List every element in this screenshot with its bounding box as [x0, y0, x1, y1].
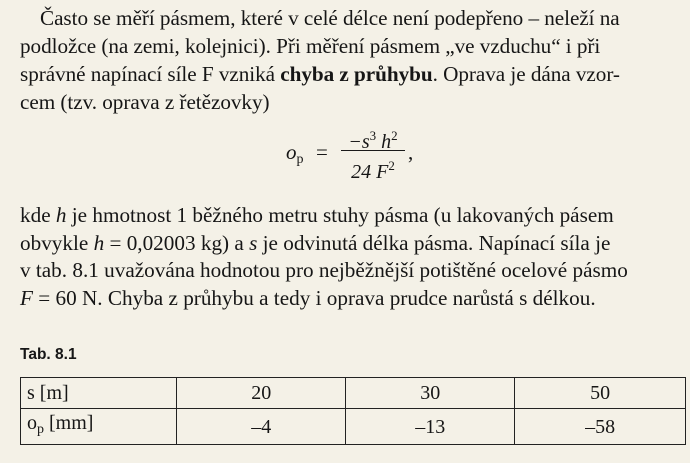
- bold-term-sag-error: chyba z průhybu: [280, 62, 433, 86]
- table-cell: 20: [177, 378, 346, 409]
- expl-l1-h: h: [55, 203, 67, 227]
- denominator-exp: 2: [388, 158, 395, 173]
- intro-line-4: [20, 88, 686, 116]
- expl-line-4: [20, 285, 686, 313]
- intro-line-4-text: cem (tzv. oprava z řetězovky): [20, 90, 270, 114]
- numerator-s-exp: 3: [369, 128, 377, 143]
- expl-l1-a: kde: [20, 203, 56, 227]
- intro-line-1-text: Často se měří pásmem, které v celé délce není podepřeno – neleží na: [40, 6, 620, 30]
- intro-paragraph: [20, 4, 686, 116]
- explanation-paragraph: [20, 202, 686, 312]
- intro-line-2: [20, 32, 686, 60]
- intro-line-3-pre: správné napínací síle F vzniká: [20, 62, 281, 86]
- expl-line-3: [20, 257, 686, 285]
- intro-line-2-text: podložce (na zemi, kolejnici). Při měření pásmem „ve vzduchu“ i při: [20, 34, 601, 58]
- row-header-length: s [m]: [21, 378, 177, 409]
- expl-l2-c: je odvinutá délka pásma. Napínací síla je: [257, 230, 611, 255]
- table-cell: –13: [346, 409, 515, 445]
- equation-comma: ,: [408, 140, 414, 164]
- row-header-var: o: [27, 412, 37, 434]
- equation-numerator: [341, 124, 405, 153]
- row-header-sub: p: [37, 422, 44, 437]
- numerator-s: −s: [348, 131, 370, 153]
- numerator-h: h: [376, 131, 392, 153]
- equation-lhs: [286, 140, 304, 168]
- equation-fraction: [341, 124, 405, 183]
- table-caption: Tab. 8.1: [20, 346, 77, 363]
- expl-line-1: [20, 202, 686, 230]
- intro-line-1: [20, 4, 686, 32]
- intro-line-3-post: . Oprava je dána vzor-: [432, 62, 620, 86]
- expl-l2-h: h: [93, 230, 105, 255]
- table-cell: 30: [346, 378, 515, 409]
- correction-table: [20, 377, 686, 445]
- expl-l1-b: je hmotnost 1 běžného metru stuhy pásma (u lakovaných pásem: [66, 203, 614, 227]
- equation-lhs-var: o: [286, 140, 297, 164]
- equation-denominator: [341, 153, 405, 183]
- expl-l2-s: s: [249, 230, 258, 255]
- equation-equals: =: [316, 140, 328, 164]
- denominator-text: 24 F: [351, 161, 389, 183]
- table-cell: –4: [177, 409, 346, 445]
- table-row-length: [21, 378, 686, 409]
- correction-equation: [286, 124, 546, 182]
- numerator-h-exp: 2: [391, 128, 398, 143]
- row-header-correction: [21, 409, 177, 445]
- table-cell: 50: [515, 378, 686, 409]
- intro-line-3: [20, 60, 686, 88]
- table-row-correction: [21, 409, 686, 445]
- row-header-unit: [mm]: [44, 412, 94, 434]
- table-cell: –58: [515, 409, 686, 445]
- expl-l4-b: = 60 N. Chyba z průhybu a tedy i oprava prudce narůstá s délkou.: [32, 285, 596, 310]
- expl-l2-a: obvykle: [20, 230, 94, 255]
- expl-l4-F: F: [20, 285, 33, 310]
- expl-line-2: [20, 230, 686, 258]
- expl-l3: v tab. 8.1 uvažována hodnotou pro nejběžnější potištěné ocelové pásmo: [20, 258, 628, 282]
- expl-l2-b: = 0,02003 kg) a: [104, 230, 250, 255]
- equation-lhs-sub: p: [296, 152, 304, 167]
